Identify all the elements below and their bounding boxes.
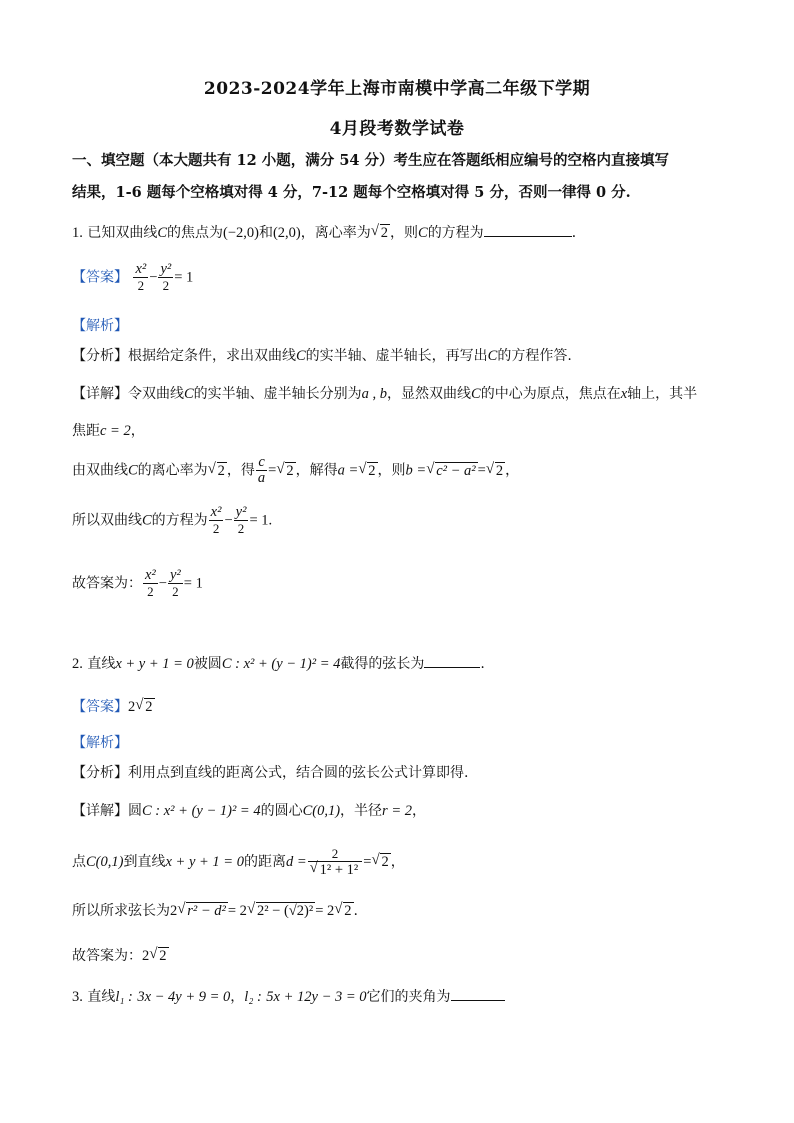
detail-q1-line1 bbox=[72, 383, 734, 405]
question-text: 已知双曲线 bbox=[87, 225, 158, 241]
question-text: 直线 bbox=[87, 989, 116, 1005]
question-text: 和 bbox=[258, 225, 273, 241]
detail-text: ，显然双曲线 bbox=[387, 386, 472, 402]
fraction: $\frac{\text{y²}}{2}$ bbox=[160, 261, 172, 293]
math-sqrt: √ 2 bbox=[486, 460, 505, 482]
math-sqrt: √ 2² − (√2)² bbox=[247, 900, 315, 922]
detail-text: 的圆心 bbox=[260, 803, 303, 819]
math-coef: 2 bbox=[128, 699, 136, 715]
operator: = bbox=[477, 462, 486, 479]
punctuation: ， bbox=[390, 854, 405, 870]
math-expr: x + y + 1 = 0 bbox=[165, 854, 244, 870]
question-text: 被圆 bbox=[193, 656, 222, 672]
operator: − bbox=[158, 575, 167, 592]
math-expr: = 1 bbox=[183, 575, 203, 592]
detail-text: 所以所求弦长为 bbox=[72, 903, 170, 919]
analysis-heading-q2 bbox=[72, 732, 734, 754]
question-text: ，则 bbox=[390, 225, 419, 241]
detail-text: 焦距 bbox=[72, 423, 100, 439]
math-expr: = 2 bbox=[227, 903, 247, 919]
fraction: $\frac{\text{y²}}{2}$ bbox=[235, 504, 247, 536]
math-expr: x + y + 1 = 0 bbox=[115, 656, 194, 672]
math-expr: = 1. bbox=[249, 512, 273, 529]
exam-title-line1: 2023-2024学年上海市南模中学高二年级下学期 bbox=[203, 79, 591, 99]
question-1 bbox=[72, 222, 734, 244]
exam-title-line2: 4月段考数学试卷 bbox=[329, 119, 465, 139]
operator: − bbox=[149, 269, 158, 286]
question-text: 截得的弦长为 bbox=[340, 656, 425, 672]
punctuation: ， bbox=[230, 989, 245, 1005]
math-var: C bbox=[184, 386, 194, 402]
math-sqrt: √ 2 bbox=[149, 945, 168, 967]
math-sqrt: √ 2 bbox=[276, 460, 295, 482]
math-sqrt: √ 2 bbox=[135, 696, 154, 718]
final-answer-q1 bbox=[72, 568, 734, 599]
analysis-heading-label: 【解析】 bbox=[72, 318, 128, 334]
math-sqrt: √ 2 bbox=[371, 851, 390, 873]
detail-q2-line3 bbox=[72, 900, 734, 922]
fraction: $\frac{\text{x²}}{2}$ bbox=[135, 261, 147, 293]
punctuation: . bbox=[353, 903, 358, 919]
math-var: C bbox=[142, 512, 152, 529]
punctuation: ， bbox=[505, 462, 520, 479]
math-expr: C : x² + (y − 1)² = 4 bbox=[142, 803, 261, 819]
section-instructions-line2: 结果，1-6 题每个空格填对得 4 分，7-12 题每个空格填对得 5 分，否则一律得 0 分. bbox=[72, 184, 631, 201]
question-3 bbox=[72, 986, 734, 1008]
fraction: $\frac{\text{x²}}{2}$ bbox=[145, 567, 156, 599]
punctuation: . bbox=[480, 656, 485, 672]
section-instructions-line1: 一、填空题（本大题共有 12 小题，满分 54 分）考生应在答题纸相应编号的空格内直接填写 bbox=[72, 152, 670, 169]
question-text: ，离心率为 bbox=[300, 225, 371, 241]
question-2 bbox=[72, 653, 734, 675]
detail-q1-line4 bbox=[72, 505, 734, 536]
analysis-q1 bbox=[72, 345, 734, 367]
operator: = bbox=[268, 462, 277, 479]
math-expr: d = bbox=[285, 854, 307, 870]
answer-label: 【答案】 bbox=[72, 269, 128, 286]
detail-text: 轴上，其半 bbox=[627, 386, 698, 402]
math-var: C bbox=[296, 348, 306, 364]
math-sqrt: √ 2 bbox=[371, 222, 390, 244]
math-expr: C : x² + (y − 1)² = 4 bbox=[221, 656, 341, 672]
math-expr: 3x − 4y + 9 = 0 bbox=[137, 989, 231, 1005]
detail-label: 【详解】 bbox=[72, 803, 128, 819]
question-number: 3. bbox=[72, 989, 83, 1005]
math-sqrt: √ 2 bbox=[208, 460, 227, 482]
punctuation: ， bbox=[411, 803, 426, 819]
analysis-label: 【分析】 bbox=[72, 348, 128, 364]
math-var: C bbox=[471, 386, 481, 402]
detail-text: 的距离 bbox=[243, 854, 286, 870]
math-coef: 2 bbox=[142, 948, 150, 964]
question-text: 它们的夹角为 bbox=[366, 989, 451, 1005]
answer-blank bbox=[484, 222, 572, 237]
detail-q1-line3 bbox=[72, 455, 734, 486]
detail-text: 由双曲线 bbox=[72, 462, 128, 479]
detail-q2-line1 bbox=[72, 800, 734, 822]
detail-text: 的方程为 bbox=[151, 512, 208, 529]
math-sqrt: √ r² − d² bbox=[177, 900, 228, 922]
final-answer-label: 故答案为： bbox=[72, 575, 142, 592]
answer-blank bbox=[451, 986, 505, 1001]
detail-text: ，得 bbox=[226, 462, 255, 479]
analysis-q2 bbox=[72, 762, 734, 784]
detail-text: 的离心率为 bbox=[137, 462, 208, 479]
math-expr: 5x + 12y − 3 = 0 bbox=[266, 989, 367, 1005]
answer-blank bbox=[424, 653, 480, 668]
question-text: 直线 bbox=[87, 656, 116, 672]
analysis-heading-q1 bbox=[72, 315, 734, 337]
math-var: l₁ : bbox=[115, 989, 133, 1005]
detail-text: 所以双曲线 bbox=[72, 512, 142, 529]
analysis-text: 根据给定条件，求出双曲线 bbox=[128, 348, 296, 364]
question-number: 1. bbox=[72, 225, 83, 241]
detail-text: 点 bbox=[72, 854, 86, 870]
analysis-label: 【分析】 bbox=[72, 765, 128, 781]
answer-row-q2 bbox=[72, 696, 734, 718]
detail-text: ，则 bbox=[377, 462, 406, 479]
question-text: 的方程为 bbox=[427, 225, 484, 241]
math-expr: = 2 bbox=[315, 903, 335, 919]
math-var: l₂ : bbox=[244, 989, 262, 1005]
fraction: $\frac{\text{x²}}{2}$ bbox=[210, 504, 222, 536]
math-expr: a = bbox=[337, 462, 359, 479]
analysis-text: 的实半轴、虚半轴长，再写出 bbox=[305, 348, 488, 364]
math-var: C bbox=[157, 225, 167, 241]
punctuation: ． bbox=[571, 225, 586, 241]
answer-row-q1 bbox=[72, 262, 734, 293]
punctuation: ， bbox=[130, 423, 145, 439]
fraction: $\frac{c}{a}$ bbox=[257, 454, 266, 486]
math-vars: a , b bbox=[361, 386, 388, 402]
math-coef: 2 bbox=[170, 903, 178, 919]
question-text: 的焦点为 bbox=[167, 225, 223, 241]
detail-label: 【详解】 bbox=[72, 386, 128, 402]
math-expr: c = 2 bbox=[100, 423, 131, 439]
detail-text: ，半径 bbox=[340, 803, 383, 819]
math-sqrt: √ c² − a² bbox=[426, 460, 477, 482]
detail-text: 到直线 bbox=[123, 854, 166, 870]
math-var: x bbox=[620, 386, 628, 402]
question-number: 2. bbox=[72, 656, 83, 672]
operator: = bbox=[363, 854, 372, 870]
math-var: C bbox=[418, 225, 428, 241]
detail-text: ，解得 bbox=[295, 462, 338, 479]
math-point: C(0,1) bbox=[86, 854, 124, 870]
math-point: (−2,0) bbox=[223, 225, 259, 241]
math-sqrt: √ 2 bbox=[358, 460, 377, 482]
math-expr: = 1 bbox=[174, 269, 194, 286]
math-var: C bbox=[487, 348, 498, 364]
detail-text: 的中心为原点，焦点在 bbox=[480, 386, 621, 402]
final-answer-q2 bbox=[72, 945, 734, 967]
analysis-text: 利用点到直线的距离公式，结合圆的弦长公式计算即得. bbox=[128, 765, 469, 781]
math-var: C bbox=[128, 462, 138, 479]
operator: − bbox=[224, 512, 233, 529]
fraction: $\frac{\text{y²}}{2}$ bbox=[169, 567, 181, 599]
analysis-text: 的方程作答. bbox=[497, 348, 572, 364]
analysis-heading-label: 【解析】 bbox=[72, 735, 128, 751]
detail-q2-line2 bbox=[72, 846, 734, 878]
math-expr: r = 2 bbox=[382, 803, 412, 819]
detail-text: 令双曲线 bbox=[128, 386, 184, 402]
math-sqrt: √ 2 bbox=[334, 900, 353, 922]
math-point: C(0,1) bbox=[302, 803, 341, 819]
math-expr: b = bbox=[405, 462, 427, 479]
fraction: 2 √ 1² + 1² bbox=[308, 846, 363, 878]
detail-text: 圆 bbox=[128, 803, 142, 819]
final-answer-label: 故答案为： bbox=[72, 948, 142, 964]
detail-text: 的实半轴、虚半轴长分别为 bbox=[193, 386, 362, 402]
answer-label: 【答案】 bbox=[72, 699, 128, 715]
math-point: (2,0) bbox=[272, 225, 301, 241]
detail-q1-line2 bbox=[72, 420, 734, 442]
